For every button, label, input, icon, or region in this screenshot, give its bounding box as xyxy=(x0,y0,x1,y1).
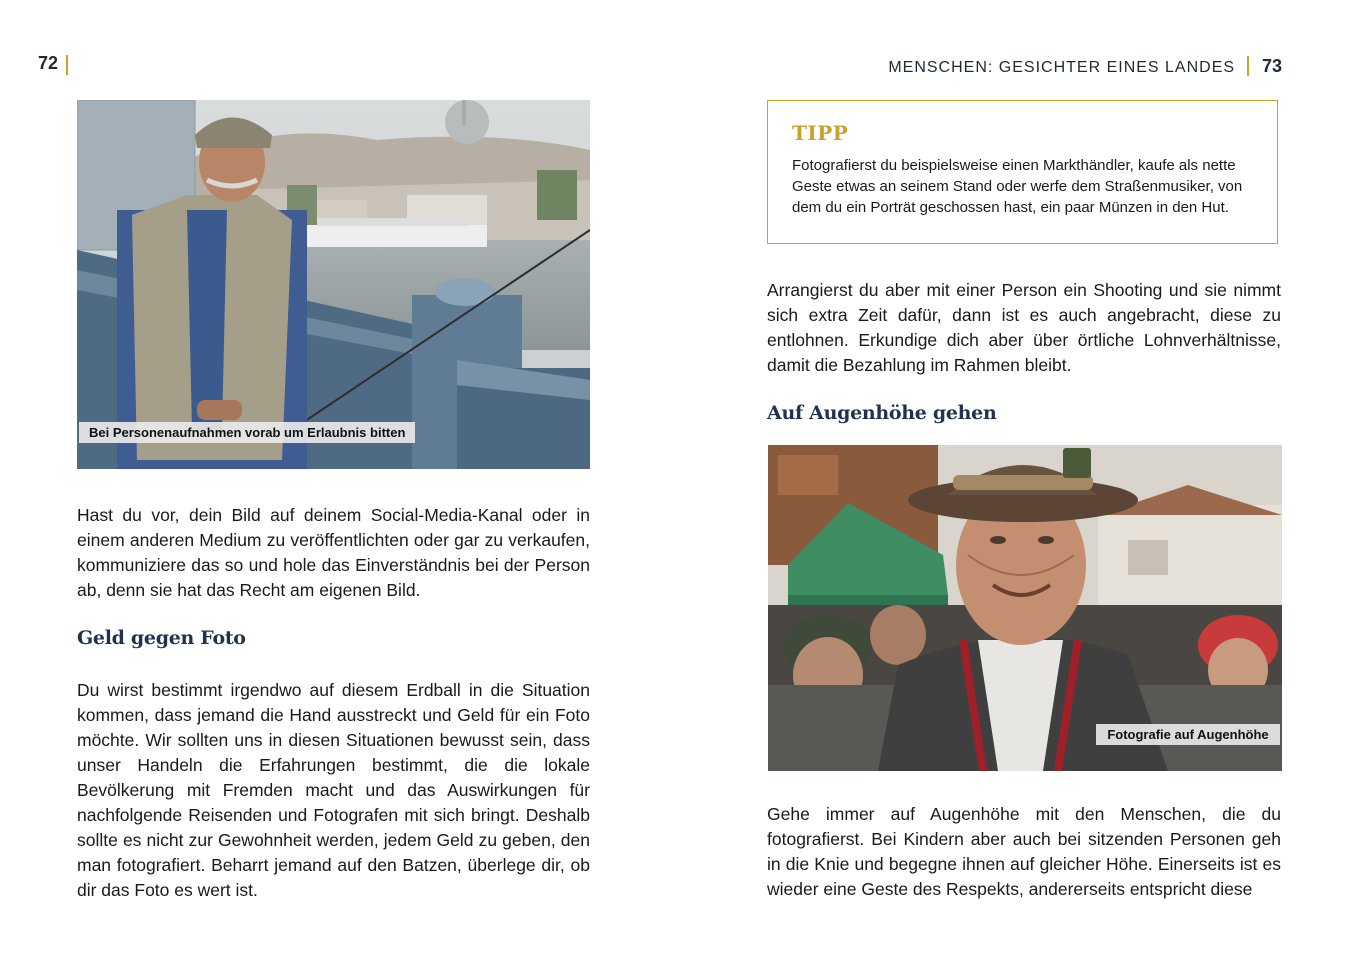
running-title-divider xyxy=(1247,56,1249,76)
tip-title: TIPP xyxy=(792,121,849,145)
photo-fisherman-caption: Bei Personenaufnahmen vorab um Erlaubnis bitten xyxy=(79,422,415,443)
page-number-left: 72 xyxy=(38,53,59,73)
tip-text: Fotografierst du beispielsweise einen Markthändler, kaufe als nette Geste etwas an seinem Stand oder werfe dem Straßenmusiker, von dem du ein Porträt geschossen hast, ein paar Münzen in den Hut. xyxy=(792,157,1243,216)
right-paragraph-1: Arrangierst du aber mit einer Person ein Shooting und sie nimmt sich extra Zeit dafür, dann ist es auch angebracht, diese zu entlohnen. Erkundige dich aber über örtliche Lohnverhältnisse, damit die Bezahlung im Rahmen bleibt. xyxy=(767,280,1281,375)
running-title-text: MENSCHEN: GESICHTER EINES LANDES xyxy=(888,59,1236,76)
running-title xyxy=(888,56,1282,77)
right-paragraph-2: Gehe immer auf Augenhöhe mit den Menschen, die du fotografierst. Bei Kindern aber auch bei sitzenden Personen geh in die Knie und begegne ihnen auf gleicher Höhe. Einerseits ist es wieder eine Geste des Respekts, andererseits entspricht diese xyxy=(767,804,1281,899)
page-number-divider xyxy=(66,55,68,75)
photo-man-with-hat xyxy=(768,445,1282,771)
page-number-right: 73 xyxy=(1261,56,1282,76)
photo-man-with-hat-illustration xyxy=(768,445,1282,771)
left-heading: Geld gegen Foto xyxy=(77,627,246,649)
right-heading: Auf Augenhöhe gehen xyxy=(767,402,997,424)
left-paragraph-2: Du wirst bestimmt irgendwo auf diesem Erdball in die Situation kommen, dass jemand die Hand ausstreckt und Geld für ein Foto möchte. Wir sollten uns in diesen Situationen bewusst sein, dass unser Handeln die Erfahrungen bestimmt, die die lokale Bevölkerung mit Fremden macht und das Auswirkungen für nachfolgende Reisenden und Fotografen mit sich bringt. Deshalb sollte es nicht zur Gewohnheit werden, jedem Geld zu geben, den man fotografiert. Beharrt jemand auf den Batzen, überlege dir, ob dir das Foto es wert ist. xyxy=(77,680,590,900)
photo-fisherman xyxy=(77,100,590,469)
left-paragraph-1: Hast du vor, dein Bild auf deinem Social-Media-Kanal oder in einem anderen Medium zu veröffentlichten oder gar zu verkaufen, kommuniziere das so und hole das Einverständnis bei der Person ab, denn sie hat das Recht am eigenen Bild. xyxy=(77,505,590,600)
photo-fisherman-illustration xyxy=(77,100,590,469)
tip-box xyxy=(767,100,1278,244)
photo-man-caption: Fotografie auf Augenhöhe xyxy=(1096,724,1280,745)
